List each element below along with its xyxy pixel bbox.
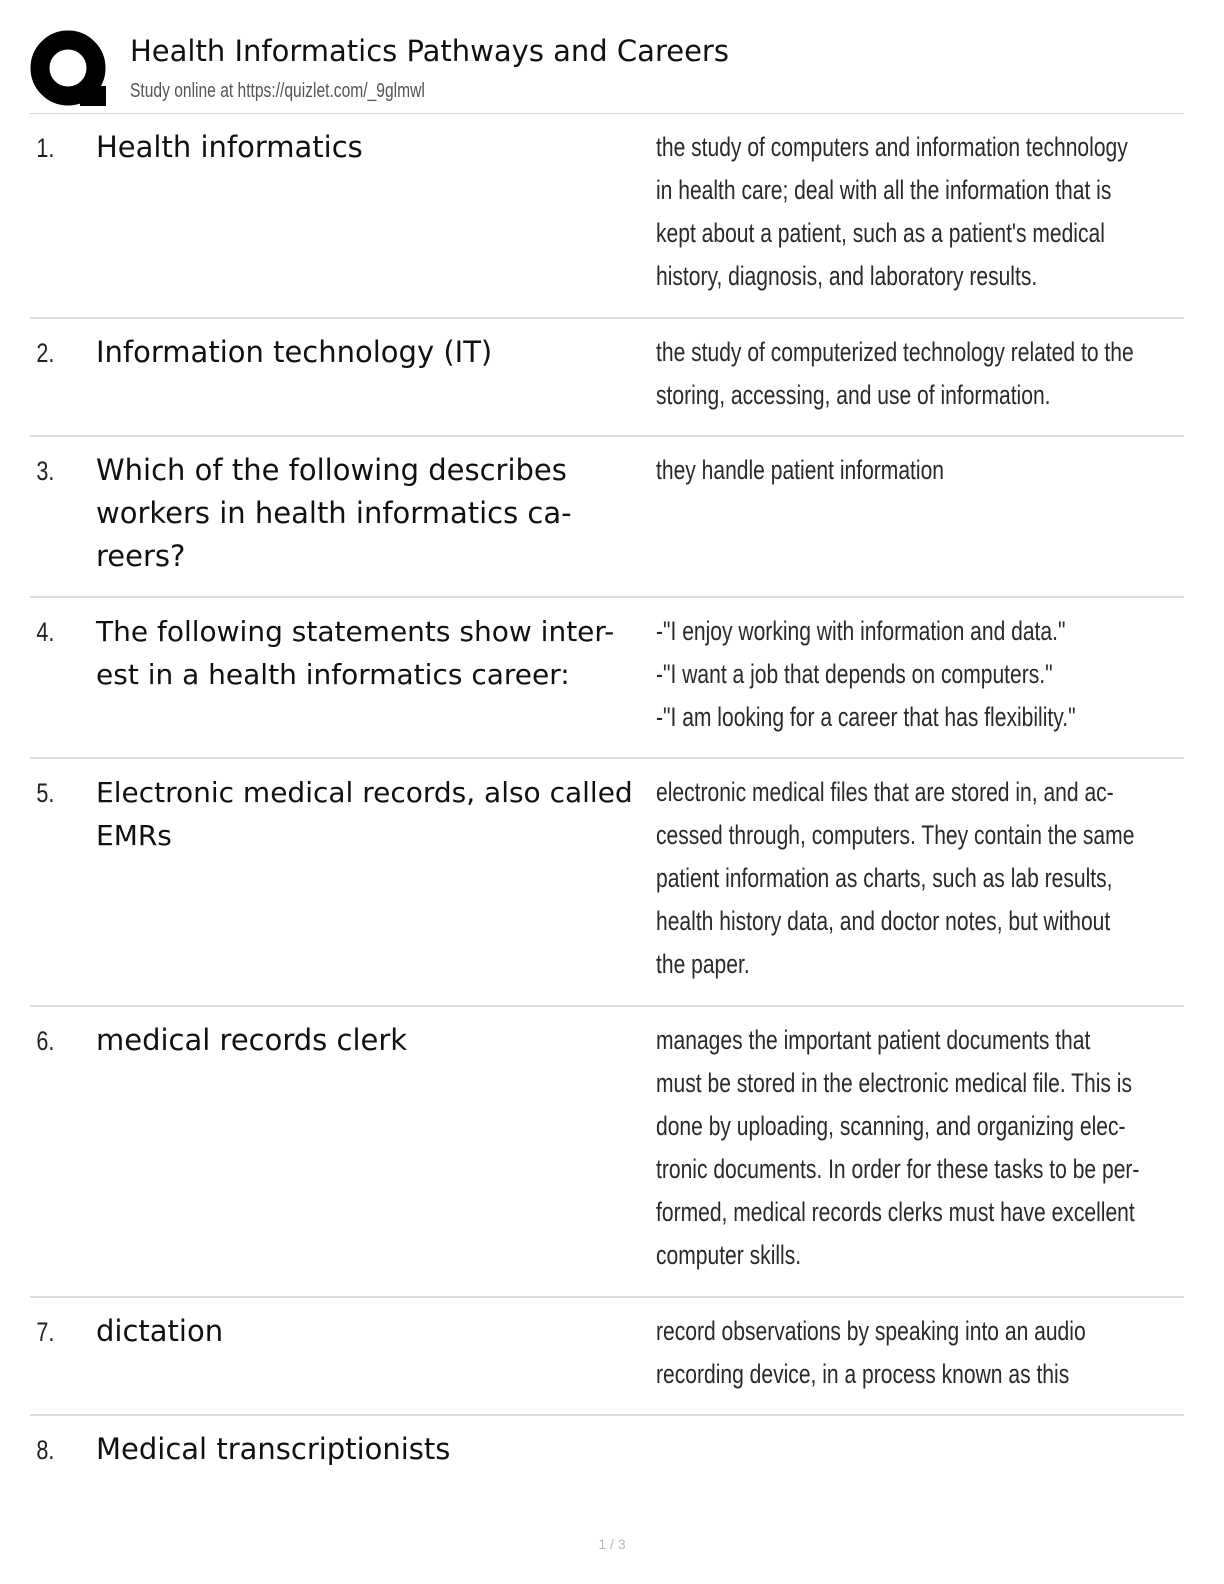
card-number: 6. (36, 1026, 55, 1056)
card-definition-text: they handle patient information (656, 455, 945, 485)
card-term: The following statements show inter-est in a health informatics career: (96, 615, 615, 691)
document-header (30, 28, 1184, 114)
card-term: Medical transcriptionists (96, 1432, 451, 1466)
flashcard-row (30, 114, 1184, 319)
card-definition (656, 319, 1184, 435)
card-number: 4. (36, 617, 55, 647)
card-number: 2. (36, 338, 55, 368)
card-definition (656, 114, 1184, 317)
card-definition-text: manages the important patient documents that must be stored in the electronic medical file. This is done by uploading, scanning, and organizing elec- tronic documents. In order for these tasks to be per- formed, medical records clerks must have excellent computer skills. (656, 1025, 1140, 1270)
card-definition-text: the study of computers and information technology in health care; deal with all the information that is kept about a patient, such as a patient's medical history, diagnosis, and laboratory results. (656, 132, 1128, 291)
flashcard-list (30, 114, 1184, 1506)
card-definition (656, 437, 1184, 596)
card-definition (656, 759, 1184, 1005)
card-number: 8. (36, 1435, 55, 1465)
card-number: 3. (36, 456, 55, 486)
quizlet-logo-icon (30, 30, 110, 110)
card-definition (656, 1007, 1184, 1296)
study-online-link[interactable]: Study online at https://quizlet.com/_9glmwl (130, 80, 425, 102)
flashcard-row (30, 1007, 1184, 1298)
flashcard-row (30, 437, 1184, 598)
document-title: Health Informatics Pathways and Careers (130, 34, 729, 68)
card-term: Electronic medical records, also called EMRs (96, 776, 633, 852)
flashcard-row (30, 1298, 1184, 1416)
card-term: Which of the following describes workers in health informatics ca-reers? (96, 453, 572, 573)
card-term: Information technology (IT) (96, 335, 493, 369)
flashcard-row (30, 598, 1184, 759)
card-definition-text: the study of computerized technology related to the storing, accessing, and use of information. (656, 337, 1134, 410)
card-term: Health informatics (96, 130, 363, 164)
card-term: medical records clerk (96, 1023, 408, 1057)
card-definition-text: -"I enjoy working with information and data." -"I want a job that depends on computers." -"I am looking for a career that has flexibility." (656, 616, 1076, 732)
flashcard-row (30, 759, 1184, 1007)
card-number: 7. (36, 1317, 55, 1347)
flashcard-row (30, 319, 1184, 437)
card-number: 1. (36, 133, 55, 163)
card-number: 5. (36, 778, 55, 808)
card-definition (656, 1298, 1184, 1414)
page-number: 1 / 3 (598, 1536, 626, 1552)
card-definition-text: electronic medical files that are stored in, and ac- cessed through, computers. They contain the same patient information as charts, such as lab results, health history data, and doctor notes, but without the paper. (656, 777, 1135, 979)
card-term: dictation (96, 1314, 224, 1348)
flashcard-row (30, 1416, 1184, 1506)
card-definition (656, 598, 1184, 757)
card-definition (656, 1416, 1184, 1506)
card-definition-text: record observations by speaking into an audio recording device, in a process known as this (656, 1316, 1086, 1389)
